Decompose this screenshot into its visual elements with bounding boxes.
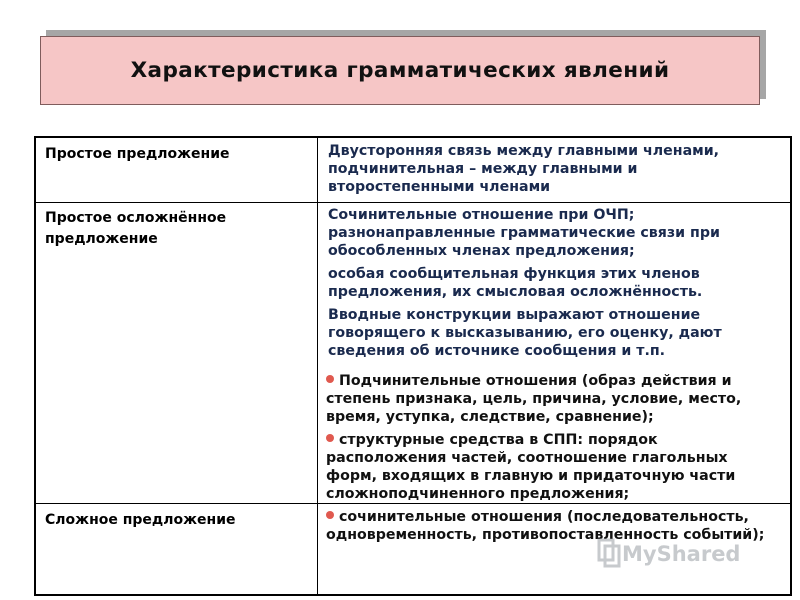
- term-cell: Простое осложнённое предложение: [36, 202, 318, 503]
- description-text: особая сообщительная функция этих членов предложения, их смысловая осложнённость.: [328, 266, 703, 300]
- term-cell: Простое предложение: [36, 138, 318, 202]
- description-text: Вводные конструкции выражают отношение говорящего к высказыванию, его оценку, дают сведения об источнике сообщения и т.п.: [328, 307, 722, 359]
- list-item: сочинительные отношения (последовательность, одновременность, противопоставленность событий);: [326, 509, 765, 543]
- bullet-dot-icon: [326, 434, 334, 442]
- bullet-dot-icon: [326, 375, 334, 383]
- term-cell: Сложное предложение: [36, 504, 318, 594]
- watermark: [596, 528, 766, 576]
- title-banner: [40, 36, 760, 105]
- list-item: структурные средства в СПП: порядок расположения частей, соотношение глагольных форм, входящих в главную и придаточную части сложноподчиненного предложения;: [326, 432, 736, 502]
- bullet-list: [326, 372, 782, 549]
- description-text: Сочинительные отношение при ОЧП; разнонаправленные грамматические связи при обособленных членах предложения;: [328, 207, 720, 259]
- description-text: Двусторонняя связь между главными членами, подчинительная – между главными и второстепенными членами: [328, 143, 720, 195]
- list-item: Подчинительные отношения (образ действия и степень признака, цель, причина, условие, место, время, уступка, следствие, сравнение);: [326, 373, 742, 425]
- logo-icon: [596, 534, 622, 574]
- bullet-dot-icon: [326, 511, 334, 519]
- watermark-text: MyShared: [622, 542, 741, 566]
- page-title: Характеристика грамматических явлений: [130, 58, 670, 83]
